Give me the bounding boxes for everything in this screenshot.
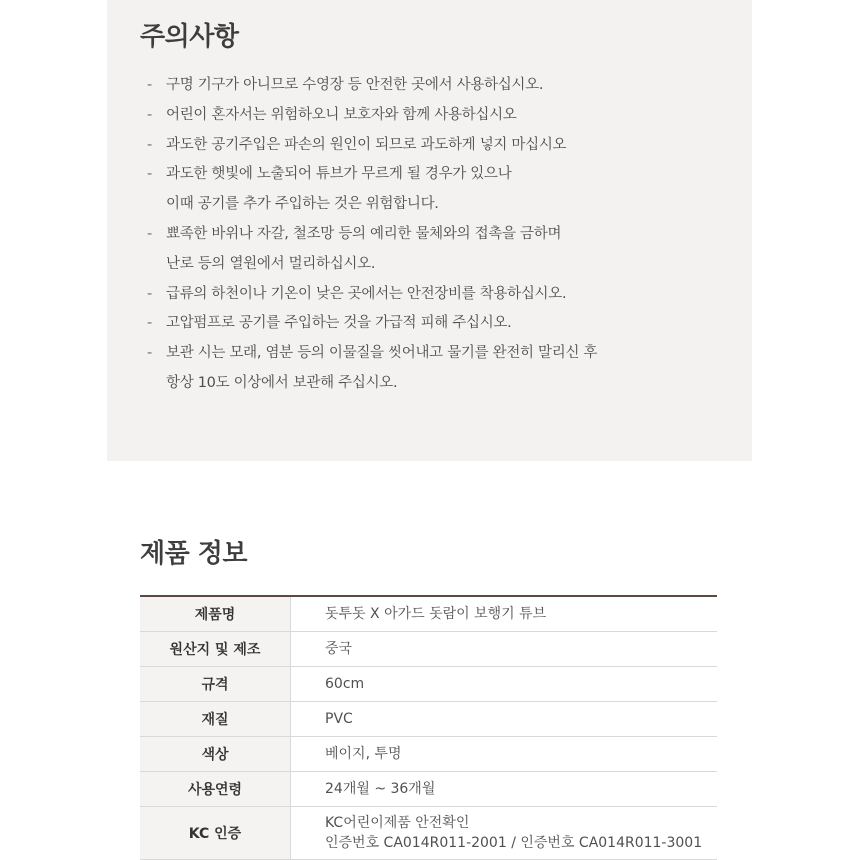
spec-label: 색상	[140, 737, 291, 772]
caution-text: 과도한 햇빛에 노출되어 튜브가 무르게 될 경우가 있으나	[166, 166, 512, 183]
spec-value-text: KC어린이제품 안전확인	[325, 815, 470, 831]
spec-label: 원산지 및 제조	[140, 632, 291, 667]
table-row	[140, 667, 717, 702]
spec-value	[291, 737, 718, 772]
spec-value-text: 돗투돗 X 아가드 돗람이 보행기 튜브	[325, 606, 547, 622]
product-spec-table	[140, 595, 717, 860]
caution-item	[147, 280, 597, 310]
product-info-title: 제품 정보	[140, 539, 248, 569]
caution-list	[147, 71, 597, 399]
caution-text: 구명 기구가 아니므로 수영장 등 안전한 곳에서 사용하십시오.	[166, 77, 544, 93]
caution-text: 과도한 공기주입은 파손의 원인이 되므로 과도하게 넣지 마십시오	[166, 136, 567, 153]
caution-text: 뾰족한 바위나 자갈, 철조망 등의 예리한 물체와의 접촉을 금하며	[166, 225, 562, 242]
caution-section	[107, 0, 752, 461]
caution-item	[147, 339, 597, 399]
spec-value-text: 중국	[325, 641, 353, 657]
table-row	[140, 737, 717, 772]
caution-title: 주의사항	[140, 22, 239, 52]
caution-text: 고압펌프로 공기를 주입하는 것을 가급적 피해 주십시오.	[166, 315, 512, 332]
spec-value-text: 인증번호 CA014R011-2001 / 인증번호 CA014R011-3001	[325, 835, 703, 851]
caution-item	[147, 131, 597, 161]
caution-item	[147, 71, 597, 101]
spec-value-text: 24개월 ~ 36개월	[325, 781, 436, 797]
list-dash: -	[147, 77, 152, 93]
spec-value	[291, 596, 718, 632]
list-dash: -	[147, 345, 152, 362]
spec-value	[291, 667, 718, 702]
caution-item	[147, 101, 597, 131]
spec-value	[291, 807, 718, 860]
spec-label: 규격	[140, 667, 291, 702]
spec-value	[291, 772, 718, 807]
caution-item	[147, 309, 597, 339]
list-dash: -	[147, 106, 152, 123]
table-row	[140, 702, 717, 737]
spec-value-text: 베이지, 투명	[325, 746, 402, 762]
spec-label: 사용연령	[140, 772, 291, 807]
list-dash: -	[147, 225, 152, 242]
caution-text: 이때 공기를 추가 주입하는 것은 위험합니다.	[166, 196, 439, 213]
table-row	[140, 632, 717, 667]
list-dash: -	[147, 136, 152, 153]
caution-item	[147, 220, 597, 280]
spec-value	[291, 632, 718, 667]
caution-text: 급류의 하천이나 기온이 낮은 곳에서는 안전장비를 착용하십시오.	[166, 285, 567, 302]
caution-text: 어린이 혼자서는 위험하오니 보호자와 함께 사용하십시오	[166, 106, 517, 123]
spec-value	[291, 702, 718, 737]
list-dash: -	[147, 166, 152, 183]
caution-item	[147, 160, 597, 220]
spec-value-text: 60cm	[325, 676, 365, 692]
spec-label: KC 인증	[140, 807, 291, 860]
list-dash: -	[147, 285, 152, 302]
spec-label: 재질	[140, 702, 291, 737]
table-row	[140, 807, 717, 860]
caution-text: 난로 등의 열원에서 멀리하십시오.	[166, 255, 376, 272]
spec-label: 제품명	[140, 596, 291, 632]
table-row	[140, 772, 717, 807]
list-dash: -	[147, 315, 152, 332]
table-row	[140, 596, 717, 632]
spec-value-text: PVC	[325, 711, 353, 727]
caution-text: 보관 시는 모래, 염분 등의 이물질을 씻어내고 물기를 완전히 말리신 후	[166, 345, 598, 362]
caution-text: 항상 10도 이상에서 보관해 주십시오.	[166, 374, 398, 391]
